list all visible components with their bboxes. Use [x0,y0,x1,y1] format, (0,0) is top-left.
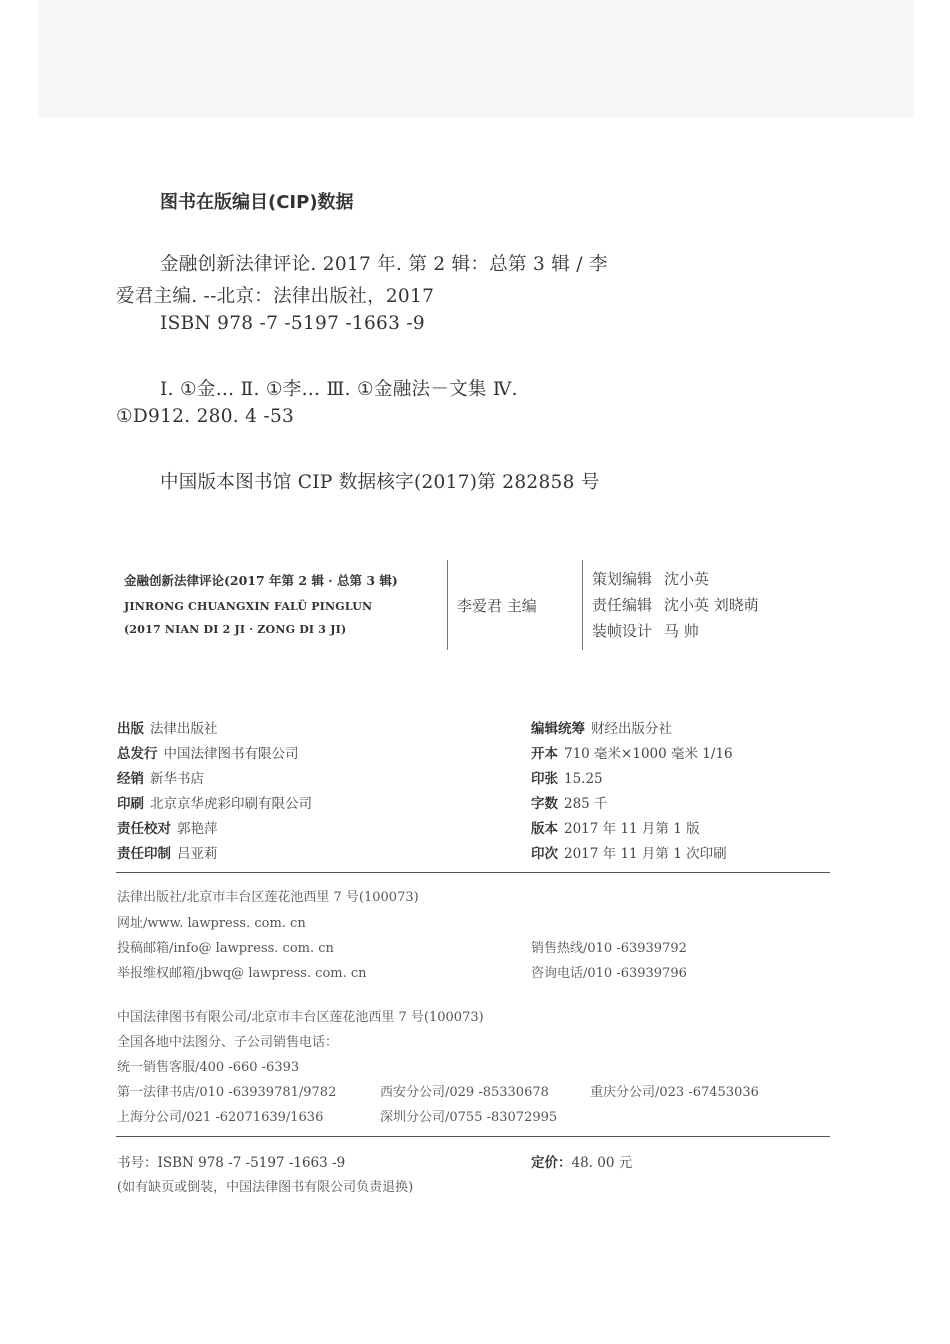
staff-role: 策划编辑 [592,570,653,588]
staff-name: 马 帅 [664,622,699,640]
sales-hotline: 销售热线/010 -63939792 [531,941,687,956]
pub-row: 出版 法律出版社 [117,721,218,737]
pub-row: 印次 2017 年 11 月第 1 次印刷 [531,846,727,862]
divider-line [116,1136,830,1137]
book-subtitle-pinyin: (2017 NIAN DI 2 JI · ZONG DI 3 JI) [124,623,347,636]
branch-phone: 第一法律书店/010 -63939781/9782 [117,1085,337,1100]
branch-phone: 上海分公司/021 -62071639/1636 [117,1110,324,1125]
staff-role: 责任编辑 [592,596,653,614]
scan-shadow-band [38,0,914,118]
pub-row: 开本 710 毫米×1000 毫米 1/16 [531,746,733,762]
box-divider-right [582,560,583,650]
cip-line-2: 爱君主编. --北京：法律出版社，2017 [116,286,435,307]
cip-line-1: 金融创新法律评论. 2017 年. 第 2 辑：总第 3 辑 / 李 [160,254,608,275]
book-title-pinyin: JINRONG CHUANGXIN FALÜ PINGLUN [124,600,373,613]
branch-phone: 深圳分公司/0755 -83072995 [380,1110,558,1125]
staff-role: 装帧设计 [592,622,653,640]
pub-row: 字数 285 千 [531,796,608,812]
press-address: 法律出版社/北京市丰台区莲花池西里 7 号(100073) [117,890,419,905]
distributor-sales-phones: 全国各地中法图分、子公司销售电话： [117,1035,339,1050]
book-title-cn: 金融创新法律评论(2017 年第 2 辑 · 总第 3 辑) [124,573,398,588]
divider-line [116,872,830,873]
pub-row: 版本 2017 年 11 月第 1 版 [531,821,700,837]
staff-name: 沈小英 刘晓萌 [664,596,759,614]
cip-title: 图书在版编目(CIP)数据 [160,192,354,213]
press-website: 网址/www. lawpress. com. cn [117,916,306,931]
chief-editor: 李爱君 主编 [457,597,537,615]
return-notice: (如有缺页或倒装，中国法律图书有限公司负责退换) [117,1180,414,1195]
cip-line-4: Ⅰ. ①金… Ⅱ. ①李… Ⅲ. ①金融法－文集 Ⅳ. [160,379,518,400]
inquiry-phone: 咨询电话/010 -63939796 [531,966,687,981]
branch-phone: 西安分公司/029 -85330678 [380,1085,549,1100]
cip-line-3: ISBN 978 -7 -5197 -1663 -9 [160,313,425,334]
staff-name: 沈小英 [664,570,710,588]
branch-phone: 重庆分公司/023 -67453036 [590,1085,759,1100]
price-line: 定价：48. 00 元 [531,1155,633,1171]
staff-row [592,568,709,589]
pub-row: 责任印制 吕亚莉 [117,846,218,862]
pub-row: 责任校对 郭艳萍 [117,821,218,837]
pub-row: 印刷 北京京华虎彩印刷有限公司 [117,796,312,812]
distributor-address: 中国法律图书有限公司/北京市丰台区莲花池西里 7 号(100073) [117,1010,484,1025]
cip-line-6: 中国版本图书馆 CIP 数据核字(2017)第 282858 号 [160,472,600,493]
pub-row: 总发行 中国法律图书有限公司 [117,746,299,762]
box-divider-left [447,560,448,650]
pub-row: 编辑统筹 财经出版分社 [531,721,672,737]
pub-row: 经销 新华书店 [117,771,204,787]
staff-row [592,620,699,641]
press-submission-email: 投稿邮箱/info@ lawpress. com. cn [117,941,334,956]
unified-service: 统一销售客服/400 -660 -6393 [117,1060,300,1075]
press-report-email: 举报维权邮箱/jbwq@ lawpress. com. cn [117,966,367,981]
pub-row: 印张 15.25 [531,771,603,787]
cip-line-5: ①D912. 280. 4 -53 [116,406,295,427]
isbn-line: 书号：ISBN 978 -7 -5197 -1663 -9 [117,1155,346,1171]
staff-row [592,594,759,615]
